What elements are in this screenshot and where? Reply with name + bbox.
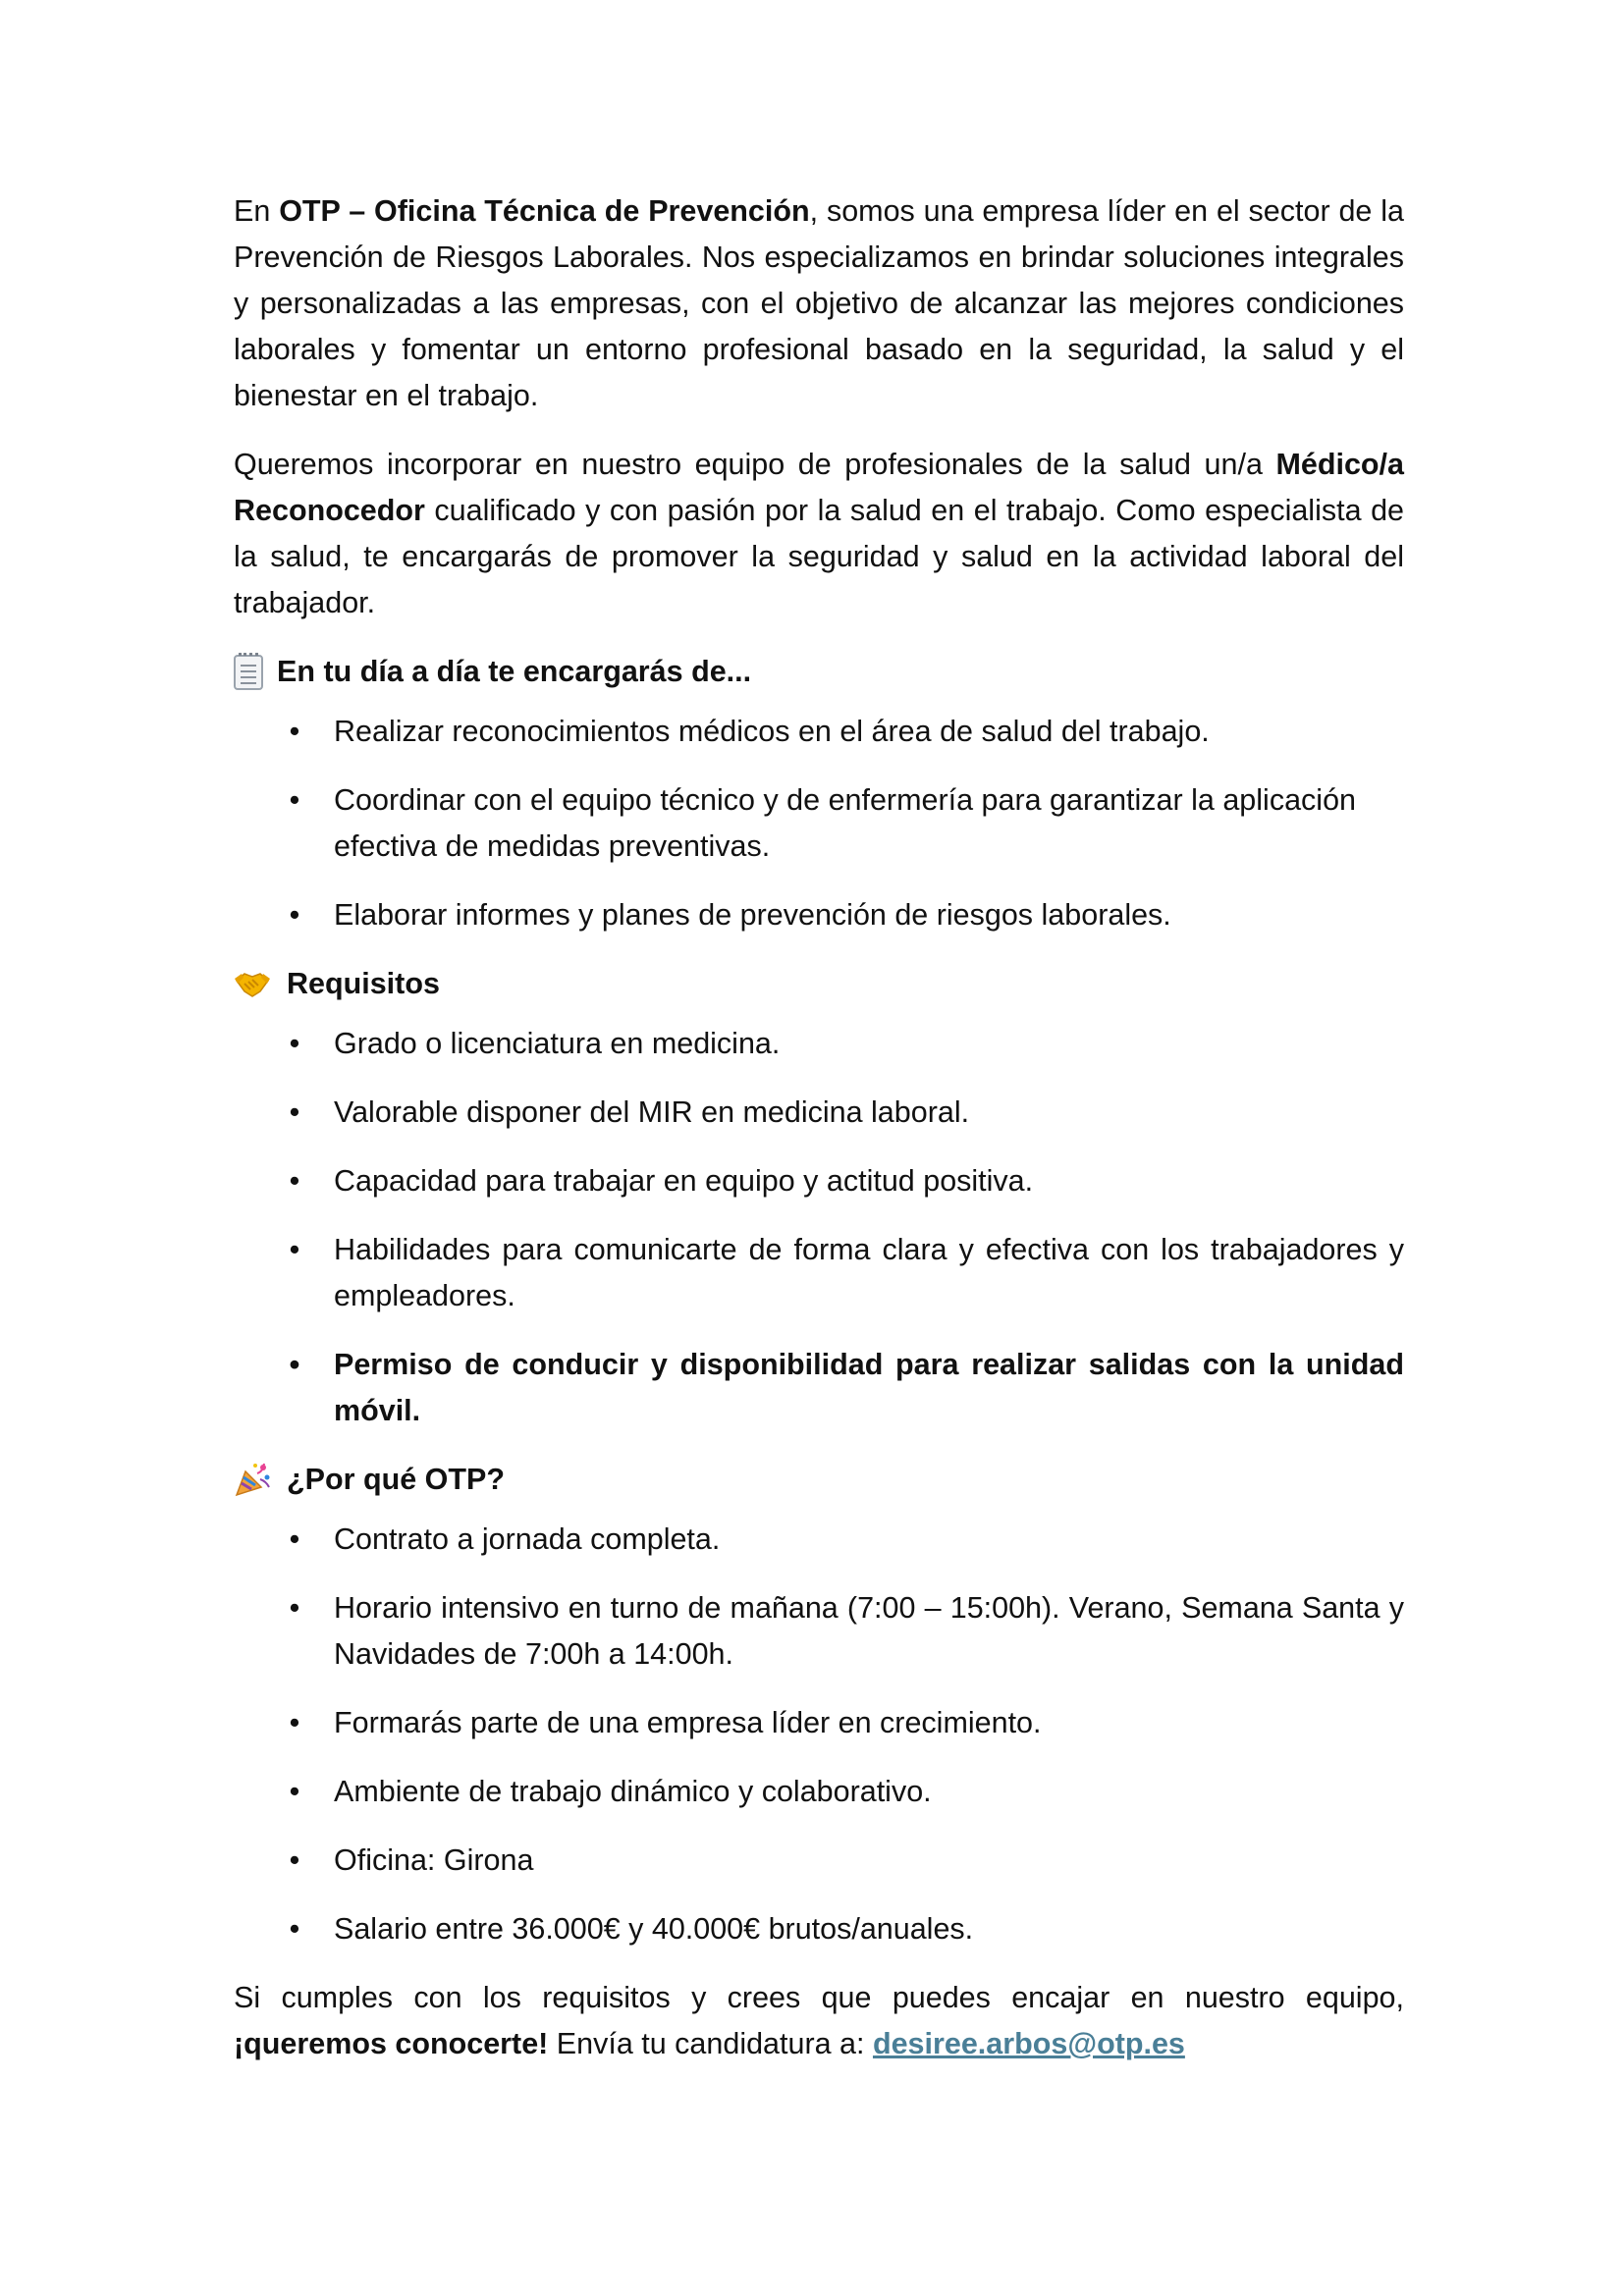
list-item [234,1158,1404,1204]
list-item [234,709,1404,755]
intro-prefix: En [234,194,280,228]
contact-email-link[interactable]: desiree.arbos@otp.es [872,2027,1185,2060]
list-item [234,1342,1404,1434]
bullet: • [289,1912,300,1946]
closing-prefix: Si cumples con los requisitos y crees que puedes encajar en nuestro equipo, [234,1981,1404,2014]
list-item-text: Oficina: Girona [334,1843,534,1877]
list-item-text: Formarás parte de una empresa líder en crecimiento. [334,1706,1042,1739]
list-item-text: Elaborar informes y planes de prevención de riesgos laborales. [334,898,1171,932]
list-item-text: Habilidades para comunicarte de forma clara y efectiva con los trabajadores y empleadores. [334,1233,1404,1312]
list-item-text: Realizar reconocimientos médicos en el área de salud del trabajo. [334,715,1210,748]
bullet: • [289,1348,300,1381]
list-item-text: Permiso de conducir y disponibilidad para realizar salidas con la unidad móvil. [334,1348,1404,1427]
list-item [234,1700,1404,1746]
list-item [234,1021,1404,1067]
bullet: • [289,1706,300,1739]
job-offer-document [234,188,1404,2090]
clipboard-note-icon [234,655,263,690]
list-item [234,777,1404,870]
bullet: • [289,898,300,932]
intro-paragraph [234,188,1404,419]
list-item-text: Salario entre 36.000€ y 40.000€ brutos/anuales. [334,1912,974,1946]
position-text: cualificado y con pasión por la salud en el trabajo. Como especialista de la salud, te encargarás de promover la seguridad y salud en la actividad laboral del trabajador. [234,494,1404,619]
handshake-icon [234,966,273,1003]
list-item [234,892,1404,938]
why-otp-list [234,1517,1404,1952]
list-item [234,1517,1404,1563]
role-title: Médico/a Reconocedor [234,448,1404,527]
tasks-heading [234,649,1404,695]
list-item [234,1769,1404,1815]
bullet: • [289,1095,300,1129]
list-item-text: Capacidad para trabajar en equipo y actitud positiva. [334,1164,1034,1198]
closing-paragraph [234,1975,1404,2067]
list-item [234,1585,1404,1678]
position-paragraph [234,442,1404,626]
list-item-text: Coordinar con el equipo técnico y de enfermería para garantizar la aplicación efectiva de medidas preventivas. [334,783,1356,863]
bullet: • [289,783,300,817]
requirements-list [234,1021,1404,1434]
bullet: • [289,1027,300,1060]
list-item-text: Ambiente de trabajo dinámico y colaborativo. [334,1775,932,1808]
intro-text: , somos una empresa líder en el sector de la Prevención de Riesgos Laborales. Nos especializamos en brindar soluciones integrales y personalizadas a las empresas, con el objetivo de alcanzar las mejores condiciones laborales y fomentar un entorno profesional basado en la seguridad, la salud y el bienestar en el trabajo. [234,194,1404,412]
bullet: • [289,1591,300,1625]
closing-emphasis: ¡queremos conocerte! [234,2027,549,2060]
list-item [234,1906,1404,1952]
list-item-text: Grado o licenciatura en medicina. [334,1027,781,1060]
bullet: • [289,1522,300,1556]
why-otp-heading-text: ¿Por qué OTP? [287,1463,505,1496]
bullet: • [289,1233,300,1266]
bullet: • [289,1164,300,1198]
list-item-text: Valorable disponer del MIR en medicina laboral. [334,1095,970,1129]
bullet: • [289,715,300,748]
list-item [234,1838,1404,1884]
company-name: OTP – Oficina Técnica de Prevención [279,194,810,228]
closing-middle: Envía tu candidatura a: [548,2027,873,2060]
party-popper-icon [234,1462,273,1499]
list-item [234,1090,1404,1136]
requirements-heading-text: Requisitos [287,967,440,1000]
tasks-heading-text: En tu día a día te encargarás de... [277,655,752,688]
bullet: • [289,1775,300,1808]
bullet: • [289,1843,300,1877]
tasks-list [234,709,1404,938]
list-item-text: Contrato a jornada completa. [334,1522,721,1556]
list-item [234,1227,1404,1319]
position-prefix: Queremos incorporar en nuestro equipo de profesionales de la salud un/a [234,448,1276,481]
requirements-heading [234,961,1404,1007]
why-otp-heading [234,1457,1404,1503]
list-item-text: Horario intensivo en turno de mañana (7:00 – 15:00h). Verano, Semana Santa y Navidades de 7:00h a 14:00h. [334,1591,1404,1671]
